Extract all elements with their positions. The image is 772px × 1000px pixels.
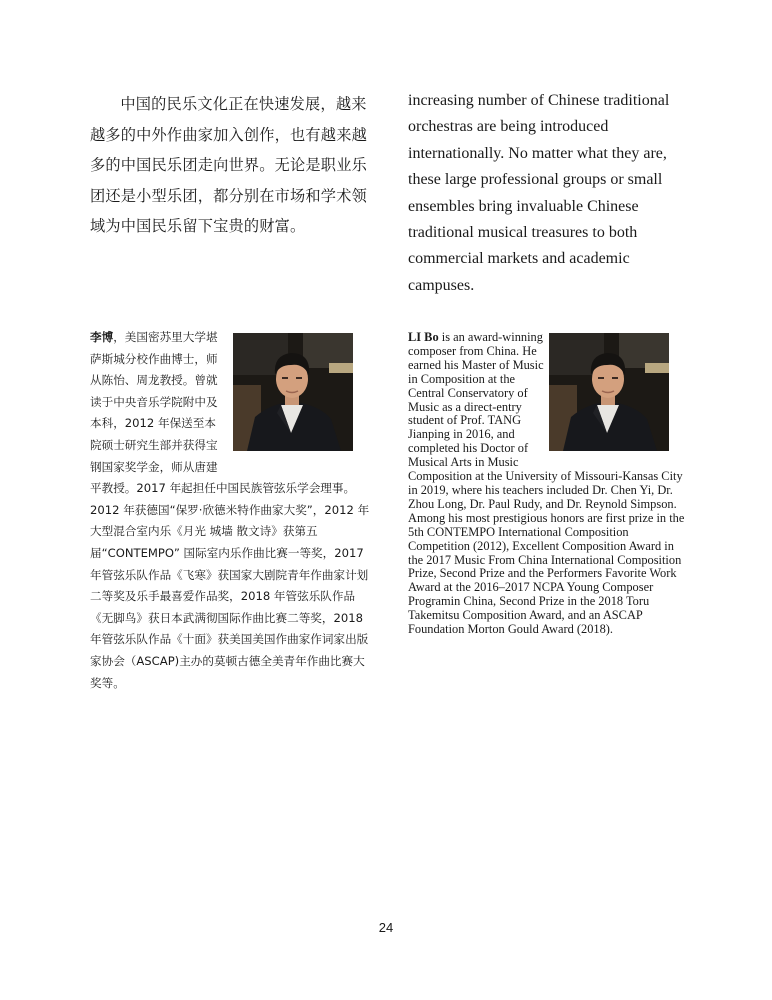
page-number: 24 <box>378 920 394 935</box>
bio-english-name: LI Bo <box>408 330 439 344</box>
bio-english-text: is an award-winning composer from China. He earned his Master of Music in Composition at the Central Conservatory of Music as a direct-entry student of Prof. TANG Jianping in 2016, and completed his Doctor of Musical Arts in Music Composition at the University of Missouri-Kansas City in 2019, where his teachers included Dr. Chen Yi, Dr. Zhou Long, Dr. Paul Rudy, and Dr. Reynold Simpson. Among his most prestigious honors are first prize in the 5th CONTEMPO International Composition Competition (2012), Excellent Composition Award in the 2017 Music From China International Composition Prize, Second Prize and the Performers Favorite Work Award at the 2016–2017 NCPA Young Composer Programin China, Second Prize in the 2018 Toru Takemitsu Composition Award, and an ASCAP Foundation Morton Gould Award (2018). <box>408 330 685 637</box>
bio-english <box>408 331 686 637</box>
bio-chinese-text: ，美国密苏里大学堪萨斯城分校作曲博士，师从陈怡、周龙教授。曾就读于中央音乐学院附中及本科，2012 年保送至本院硕士研究生部并获得宝钢国家奖学金，师从唐建平教授。2017 年起担任中国民族管弦乐学会理事。2012 年获德国“保罗·欣德米特作曲家大奖”，2012 年大型混合室内乐《月光 城墙 散文诗》获第五届“CONTEMPO” 国际室内乐作曲比赛一等奖，2017 年管弦乐队作品《飞寒》获国家大剧院青年作曲家计划二等奖及乐手最喜爱作品奖，2018 年管弦乐队作品《无脚鸟》获日本武满彻国际作曲比赛二等奖，2018 年管弦乐队作品《十面》获美国美国作曲家作词家出版家协会（ASCAP)主办的莫顿古德全美青年作曲比赛大奖等。 <box>90 330 370 690</box>
bio-chinese <box>90 327 375 694</box>
intro-chinese: 中国的民乐文化正在快速发展，越来越多的中外作曲家加入创作，也有越来越多的中国民乐团走向世界。无论是职业乐团还是小型乐团，都分别在市场和学术领域为中国民乐留下宝贵的财富。 <box>90 95 367 235</box>
intro-english: increasing number of Chinese traditional orchestras are being introduced internationally. No matter what they are, these large professional groups or small ensembles bring invaluable Chinese traditional musical treasures to both commercial markets and academic campuses. <box>408 92 670 294</box>
bio-chinese-name: 李博 <box>90 330 114 344</box>
